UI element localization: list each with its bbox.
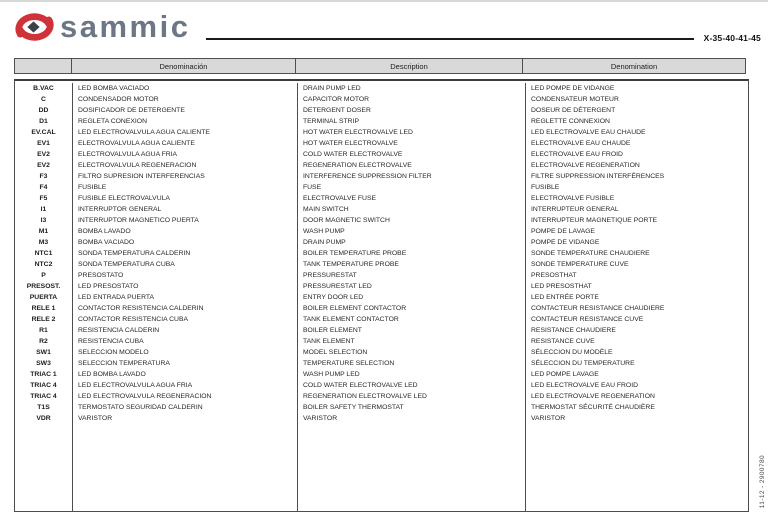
cell-description: WASH PUMP LED	[298, 369, 526, 380]
cell-description: DRAIN PUMP	[298, 237, 526, 248]
table-row	[15, 193, 748, 204]
cell-code: TRIAC 1	[15, 369, 73, 380]
sammic-logo-icon	[13, 10, 54, 44]
cell-denominacion: SELECCION MODELO	[73, 347, 298, 358]
table-row	[15, 369, 748, 380]
cell-denominacion: CONTACTOR RESISTENCIA CALDERIN	[73, 303, 298, 314]
cell-denomination: ELECTROVALVE EAU FROID	[531, 151, 623, 158]
cell-description: CAPACITOR MOTOR	[298, 94, 526, 105]
cell-code: PUERTA	[15, 292, 73, 303]
header-cell-code	[14, 58, 72, 74]
cell-code: M3	[15, 237, 73, 248]
table-row	[15, 149, 748, 160]
cell-denomination: VARISTOR	[531, 415, 566, 422]
table-header-row	[14, 58, 746, 74]
table-row	[15, 204, 748, 215]
cell-denominacion: LED ELECTROVALVULA REGENERACION	[73, 391, 298, 402]
cell-code: PRESOST.	[15, 281, 73, 292]
cell-denomination: SÉLECCION DU TEMPERATURE	[531, 360, 635, 367]
cell-denomination: POMPE DE VIDANGE	[531, 239, 600, 246]
cell-denomination: THERMOSTAT SÉCURITÉ CHAUDIÈRE	[531, 404, 655, 411]
cell-denomination: RESISTANCE CUVE	[531, 338, 595, 345]
cell-description: COLD WATER ELECTROVALVE	[298, 149, 526, 160]
table-row	[15, 336, 748, 347]
cell-denominacion: BOMBA VACIADO	[73, 237, 298, 248]
cell-denominacion: RESISTENCIA CALDERIN	[73, 325, 298, 336]
cell-denomination: LED ELECTROVALVE REGENERATION	[531, 393, 655, 400]
table-row	[15, 127, 748, 138]
table-row	[15, 270, 748, 281]
cell-denomination: SÉLECCION DU MODÈLE	[531, 349, 613, 356]
side-reference-code: 11-12 - 2900780	[759, 454, 766, 508]
cell-denomination: LED PRESOSTHAT	[531, 283, 592, 290]
cell-code: EV2	[15, 149, 73, 160]
cell-code: P	[15, 270, 73, 281]
cell-code: T1S	[15, 402, 73, 413]
table-row	[15, 248, 748, 259]
cell-denomination: POMPE DE LAVAGE	[531, 228, 595, 235]
cell-description: MAIN SWITCH	[298, 204, 526, 215]
cell-description: WASH PUMP	[298, 226, 526, 237]
page	[0, 2, 768, 526]
cell-description: TANK ELEMENT	[298, 336, 526, 347]
document-code: X-35-40-41-45	[703, 33, 761, 43]
table-row	[15, 237, 748, 248]
table-filler	[15, 424, 748, 511]
cell-description: TANK TEMPERATURE PROBE	[298, 259, 526, 270]
cell-denominacion: ELECTROVALVULA AGUA CALIENTE	[73, 138, 298, 149]
cell-description: REGENERATION ELECTROVALVE	[298, 160, 526, 171]
table-row	[15, 182, 748, 193]
table-row	[15, 303, 748, 314]
table-row	[15, 380, 748, 391]
cell-denomination: INTERRUPTEUR GENERAL	[531, 206, 619, 213]
cell-description: HOT WATER ELECTROVALVE LED	[298, 127, 526, 138]
header-cell-denomination: Denomination	[522, 58, 746, 74]
table-row	[15, 281, 748, 292]
cell-denominacion: LED PRESOSTATO	[73, 281, 298, 292]
table-row	[15, 402, 748, 413]
cell-denominacion: PRESOSTATO	[73, 270, 298, 281]
cell-denomination: SONDE TEMPERATURE CHAUDIERE	[531, 250, 650, 257]
cell-code: F4	[15, 182, 73, 193]
cell-denominacion: SONDA TEMPERATURA CUBA	[73, 259, 298, 270]
cell-description: INTERFERENCE SUPPRESSION FILTER	[298, 171, 526, 182]
table-row	[15, 94, 748, 105]
table-row	[15, 171, 748, 182]
table-row	[15, 226, 748, 237]
cell-denomination: ELECTROVALVE EAU CHAUDE	[531, 140, 631, 147]
cell-code: F5	[15, 193, 73, 204]
table-row	[15, 391, 748, 402]
cell-description: DRAIN PUMP LED	[298, 83, 526, 94]
cell-description: VARISTOR	[298, 413, 526, 424]
cell-denominacion: ELECTROVALVULA REGENERACION	[73, 160, 298, 171]
cell-description: TERMINAL STRIP	[298, 116, 526, 127]
cell-code: I1	[15, 204, 73, 215]
cell-code: NTC1	[15, 248, 73, 259]
cell-code: C	[15, 94, 73, 105]
cell-code: I3	[15, 215, 73, 226]
cell-description: TEMPERATURE SELECTION	[298, 358, 526, 369]
cell-denomination: LED ELECTROVALVE EAU FROID	[531, 382, 639, 389]
cell-denominacion: CONTACTOR RESISTENCIA CUBA	[73, 314, 298, 325]
table-row	[15, 314, 748, 325]
cell-description: TANK ELEMENT CONTACTOR	[298, 314, 526, 325]
table-row	[15, 358, 748, 369]
cell-denomination: LED ELECTROVALVE EAU CHAUDE	[531, 129, 646, 136]
cell-denomination: LED POMPE DE VIDANGE	[531, 85, 615, 92]
cell-code: M1	[15, 226, 73, 237]
cell-description: ELECTROVALVE FUSE	[298, 193, 526, 204]
cell-code: TRIAC 4	[15, 380, 73, 391]
cell-denominacion: FILTRO SUPRESION INTERFERENCIAS	[73, 171, 298, 182]
cell-denomination: DOSEUR DE DÉTERGENT	[531, 107, 616, 114]
cell-description: BOILER ELEMENT	[298, 325, 526, 336]
cell-denomination: LED POMPE LAVAGE	[531, 371, 599, 378]
cell-description: BOILER TEMPERATURE PROBE	[298, 248, 526, 259]
header-cell-description: Description	[295, 58, 523, 74]
cell-denominacion: FUSIBLE ELECTROVALVULA	[73, 193, 298, 204]
table-row	[15, 160, 748, 171]
cell-denominacion: DOSIFICADOR DE DETERGENTE	[73, 105, 298, 116]
table-row	[15, 259, 748, 270]
cell-code: VDR	[15, 413, 73, 424]
cell-description: HOT WATER ELECTROVALVE	[298, 138, 526, 149]
cell-description: PRESSURESTAT LED	[298, 281, 526, 292]
cell-denominacion: LED ELECTROVALVULA AGUA FRIA	[73, 380, 298, 391]
cell-denominacion: ELECTROVALVULA AGUA FRIA	[73, 149, 298, 160]
cell-denominacion: LED ELECTROVALVULA AGUA CALIENTE	[73, 127, 298, 138]
cell-description: MODEL SELECTION	[298, 347, 526, 358]
cell-code: NTC2	[15, 259, 73, 270]
components-table	[14, 79, 749, 512]
cell-code: EV.CAL	[15, 127, 73, 138]
cell-denomination: FILTRE SUPPRESSION INTERFÉRENCES	[531, 173, 665, 180]
cell-code: TRIAC 4	[15, 391, 73, 402]
cell-code: B.VAC	[15, 83, 73, 94]
cell-description: BOILER SAFETY THERMOSTAT	[298, 402, 526, 413]
cell-denomination: PRESOSTHAT	[531, 272, 577, 279]
cell-description: FUSE	[298, 182, 526, 193]
cell-denomination: RESISTANCE CHAUDIERE	[531, 327, 616, 334]
cell-description: REGENERATION ELECTROVALVE LED	[298, 391, 526, 402]
cell-description: DOOR MAGNETIC SWITCH	[298, 215, 526, 226]
cell-code: DD	[15, 105, 73, 116]
cell-denominacion: INTERRUPTOR MAGNETICO PUERTA	[73, 215, 298, 226]
cell-code: SW1	[15, 347, 73, 358]
cell-denomination: CONTACTEUR RESISTANCE CUVE	[531, 316, 644, 323]
cell-denominacion: LED BOMBA VACIADO	[73, 83, 298, 94]
cell-denominacion: CONDENSADOR MOTOR	[73, 94, 298, 105]
table-row	[15, 347, 748, 358]
cell-denominacion: BOMBA LAVADO	[73, 226, 298, 237]
cell-denomination: ELECTROVALVE REGENERATION	[531, 162, 640, 169]
cell-code: RELE 2	[15, 314, 73, 325]
cell-denomination: INTERRUPTEUR MAGNETIQUE PORTE	[531, 217, 658, 224]
cell-denominacion: LED ENTRADA PUERTA	[73, 292, 298, 303]
table-row	[15, 83, 748, 94]
table-row	[15, 413, 748, 424]
cell-denominacion: VARISTOR	[73, 413, 298, 424]
header-cell-denominacion: Denominación	[71, 58, 296, 74]
table-row	[15, 215, 748, 226]
cell-description: DETERGENT DOSER	[298, 105, 526, 116]
header-rule	[206, 38, 694, 40]
cell-description: BOILER ELEMENT CONTACTOR	[298, 303, 526, 314]
cell-code: SW3	[15, 358, 73, 369]
cell-description: ENTRY DOOR LED	[298, 292, 526, 303]
cell-denominacion: REGLETA CONEXION	[73, 116, 298, 127]
cell-denominacion: SELECCION TEMPERATURA	[73, 358, 298, 369]
table-row	[15, 116, 748, 127]
table-row	[15, 292, 748, 303]
table-row	[15, 105, 748, 116]
cell-denominacion: SONDA TEMPERATURA CALDERIN	[73, 248, 298, 259]
cell-denomination: CONDENSATEUR MOTEUR	[531, 96, 619, 103]
cell-denominacion: INTERRUPTOR GENERAL	[73, 204, 298, 215]
cell-code: EV2	[15, 160, 73, 171]
brand-name: sammic	[60, 9, 191, 44]
sammic-logo	[13, 10, 190, 44]
cell-code: R1	[15, 325, 73, 336]
cell-denominacion: LED BOMBA LAVADO	[73, 369, 298, 380]
cell-denomination: SONDE TEMPERATURE CUVE	[531, 261, 629, 268]
table-rows	[15, 81, 748, 424]
cell-code: R2	[15, 336, 73, 347]
cell-code: RELE 1	[15, 303, 73, 314]
cell-denominacion: RESISTENCIA CUBA	[73, 336, 298, 347]
cell-denomination: REGLETTE CONNEXION	[531, 118, 610, 125]
table-row	[15, 325, 748, 336]
table-row	[15, 138, 748, 149]
cell-description: COLD WATER ELECTROVALVE LED	[298, 380, 526, 391]
cell-denomination: LED ENTRÉE PORTE	[531, 294, 599, 301]
cell-denomination: CONTACTEUR RESISTANCE CHAUDIERE	[531, 305, 665, 312]
cell-code: F3	[15, 171, 73, 182]
cell-denominacion: TERMOSTATO SEGURIDAD CALDERIN	[73, 402, 298, 413]
cell-denomination: ELECTROVALVE FUSIBLE	[531, 195, 615, 202]
cell-denomination: FUSIBLE	[531, 184, 560, 191]
cell-code: D1	[15, 116, 73, 127]
cell-code: EV1	[15, 138, 73, 149]
cell-description: PRESSURESTAT	[298, 270, 526, 281]
cell-denominacion: FUSIBLE	[73, 182, 298, 193]
